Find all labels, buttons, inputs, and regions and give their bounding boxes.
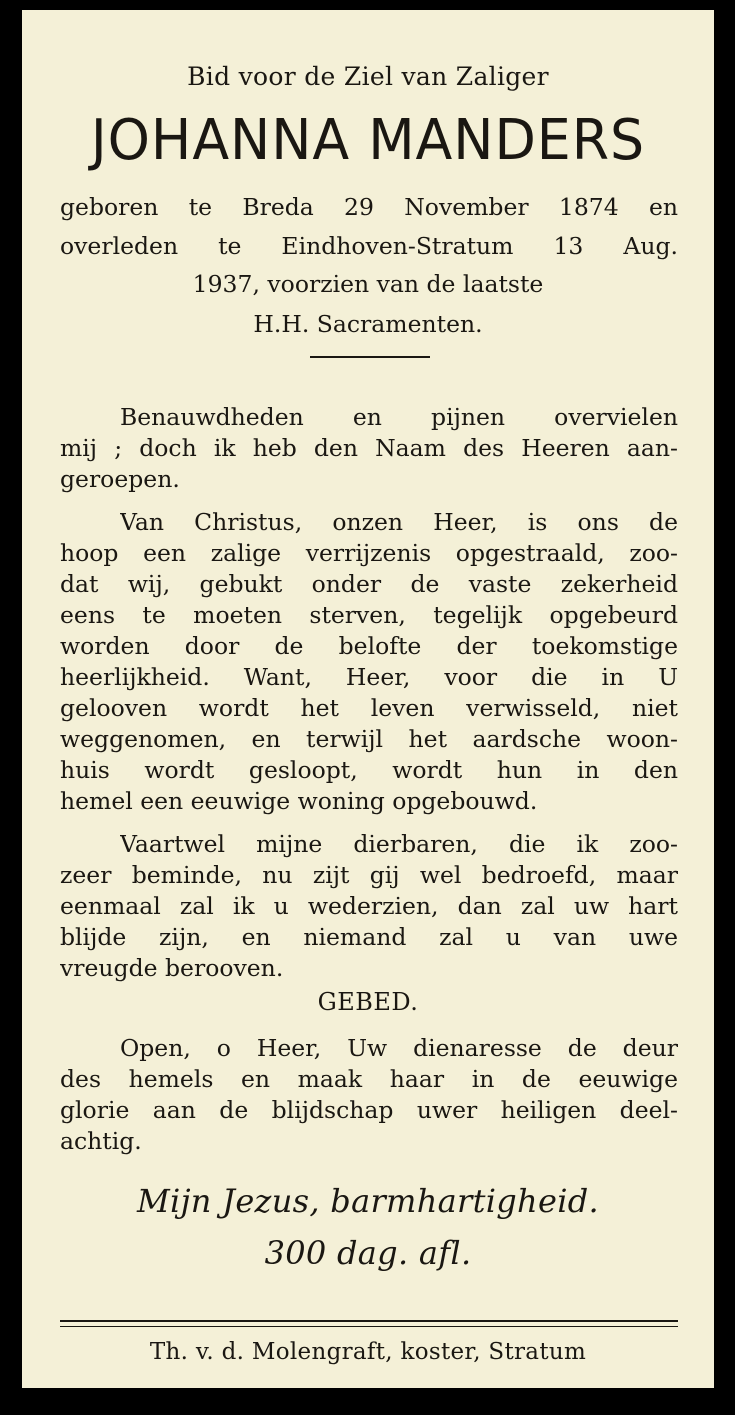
- intro-line-3: 1937, voorzien van de laatste: [192, 270, 544, 298]
- prayer-line-1: Open, o Heer, Uw dienaresse de deur: [120, 1034, 678, 1062]
- para1-line-2: mij ; doch ik heb den Naam des Heeren aan-: [60, 434, 678, 462]
- prayer-line-2: des hemels en maak haar in de eeuwige: [60, 1065, 678, 1093]
- para2-line-3: dat wij, gebukt onder de vaste zekerheid: [60, 570, 678, 598]
- prayer-line-3: glorie aan de blijdschap uwer heiligen deel-: [60, 1096, 678, 1124]
- header-text: Bid voor de Ziel van Zaliger: [187, 62, 549, 91]
- intro-line-2: overleden te Eindhoven-Stratum 13 Aug.: [60, 232, 678, 260]
- para2-line-4: eens te moeten sterven, tegelijk opgebeurd: [60, 601, 678, 629]
- para2-line-10: hemel een eeuwige woning opgebouwd.: [60, 787, 538, 815]
- footer-rule-bottom: [60, 1326, 678, 1327]
- para3-line-2: zeer beminde, nu zijt gij wel bedroefd, maar: [60, 861, 678, 889]
- para2-line-9: huis wordt gesloopt, wordt hun in den: [60, 756, 678, 784]
- para2-line-6: heerlijkheid. Want, Heer, voor die in U: [60, 663, 678, 691]
- prayer-line-4: achtig.: [60, 1127, 142, 1155]
- deceased-name: JOHANNA MANDERS: [90, 108, 646, 173]
- para2-line-8: weggenomen, en terwijl het aardsche woon-: [60, 725, 678, 753]
- para3-line-3: eenmaal zal ik u wederzien, dan zal uw hart: [60, 892, 678, 920]
- para2-line-1: Van Christus, onzen Heer, is ons de: [120, 508, 678, 536]
- prayer-title: GEBED.: [317, 988, 419, 1016]
- para3-line-4: blijde zijn, en niemand zal u van uwe: [60, 923, 678, 951]
- intro-line-4: H.H. Sacramenten.: [253, 310, 483, 338]
- footer-rule-top: [60, 1320, 678, 1322]
- para1-line-3: geroepen.: [60, 465, 180, 493]
- para2-line-7: gelooven wordt het leven verwisseld, niet: [60, 694, 678, 722]
- printer-credit: Th. v. d. Molengraft, koster, Stratum: [149, 1339, 587, 1365]
- para2-line-2: hoop een zalige verrijzenis opgestraald, zoo-: [60, 539, 678, 567]
- para3-line-1: Vaartwel mijne dierbaren, die ik zoo-: [120, 830, 678, 858]
- para1-line-1: Benauwdheden en pijnen overvielen: [120, 403, 678, 431]
- indulgence-line-2: 300 dag. afl.: [264, 1234, 472, 1272]
- divider: [310, 356, 430, 358]
- intro-line-1: geboren te Breda 29 November 1874 en: [60, 193, 678, 221]
- indulgence-line-1: Mijn Jezus, barmhartigheid.: [136, 1182, 599, 1220]
- memorial-card: [22, 10, 714, 1388]
- para2-line-5: worden door de belofte der toekomstige: [60, 632, 678, 660]
- para3-line-5: vreugde berooven.: [60, 954, 284, 982]
